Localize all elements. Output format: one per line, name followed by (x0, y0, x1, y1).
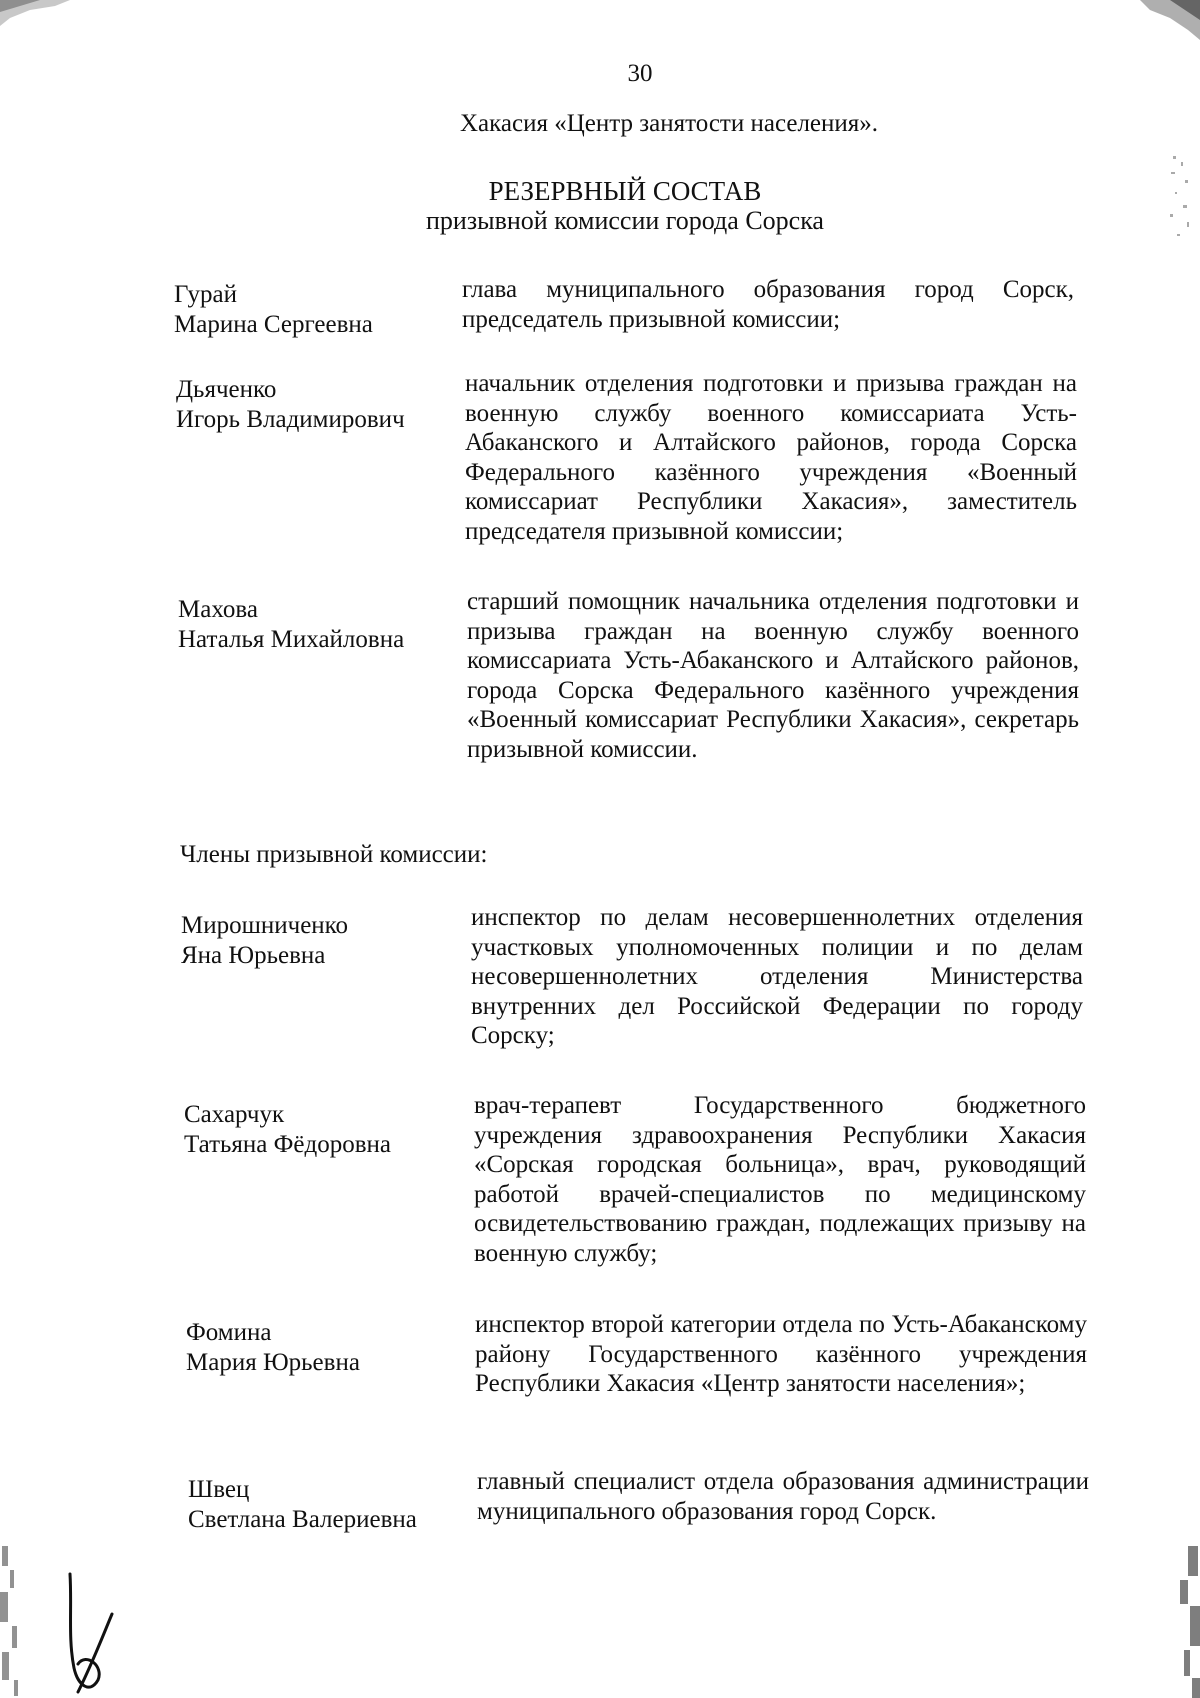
member-given-names: Наталья Михайловна (178, 626, 405, 653)
member-surname: Швец (188, 1476, 250, 1503)
member-given-names: Татьяна Фёдоровна (184, 1131, 391, 1158)
members-label: Члены призывной комиссии: (180, 841, 488, 868)
carry-over-line: Хакасия «Центр занятости населения». (460, 110, 879, 137)
member-role: инспектор по делам несовершеннолетних отделения участковых уполномоченных полиции и по делам несовершеннолетних отделения Министерства внутренних дел Российской Федерации по городу Сорску; (471, 904, 1083, 1050)
member-name (174, 280, 434, 340)
member-role: старший помощник начальника отделения подготовки и призыва граждан на военную службу военного комиссариата Усть-Абаканского и Алтайского районов, города Сорска Федерального казённого учреждения «Военный комиссариат Республики Хакасия», секретарь призывной комиссии. (467, 588, 1079, 763)
scan-noise-top-left (0, 0, 70, 30)
member-given-names: Яна Юрьевна (181, 942, 326, 969)
document-title: РЕЗЕРВНЫЙ СОСТАВ (488, 176, 762, 206)
member-role: глава муниципального образования город Сорск, председатель призывной комиссии; (462, 276, 1074, 333)
member-role: врач-терапевт Государственного бюджетного учреждения здравоохранения Республики Хакасия «Сорская городская больница», врач, руководящий работой врачей-специалистов по медицинскому освидетельствованию граждан, подлежащих призыву на военную службу; (474, 1092, 1086, 1267)
member-surname: Фомина (186, 1319, 272, 1346)
member-surname: Сахарчук (184, 1101, 285, 1128)
member-surname: Гурай (174, 281, 237, 308)
scan-noise-bottom-right (1160, 1540, 1200, 1698)
member-surname: Дьяченко (176, 376, 277, 403)
member-name (188, 1475, 448, 1535)
member-given-names: Игорь Владимирович (176, 406, 405, 433)
member-given-names: Мария Юрьевна (186, 1349, 360, 1376)
member-surname: Махова (178, 596, 258, 623)
document-subtitle: призывной комиссии города Сорска (426, 206, 824, 235)
scan-noise-bottom-left (0, 1540, 40, 1698)
member-name (181, 911, 441, 971)
member-given-names: Светлана Валериевна (188, 1506, 417, 1533)
member-role: начальник отделения подготовки и призыва граждан на военную службу военного комиссариата Усть-Абаканского и Алтайского районов, города Сорска Федерального казённого учреждения «Военный комиссариат Республики Хакасия», заместитель председателя призывной комиссии; (465, 370, 1077, 545)
page-number: 30 (627, 60, 653, 87)
member-role: главный специалист отдела образования администрации муниципального образования город Сорск. (477, 1468, 1089, 1525)
member-role: инспектор второй категории отдела по Усть-Абаканскому району Государственного казённого учреждения Республики Хакасия «Центр занятости населения»; (475, 1311, 1087, 1398)
member-name (186, 1318, 446, 1378)
member-surname: Мирошниченко (181, 912, 349, 939)
scan-noise-top-right (1130, 0, 1200, 40)
member-given-names: Марина Сергеевна (174, 311, 373, 338)
handwritten-initial (56, 1568, 136, 1698)
member-name (176, 375, 436, 435)
member-name (178, 595, 438, 655)
member-name (184, 1100, 444, 1160)
